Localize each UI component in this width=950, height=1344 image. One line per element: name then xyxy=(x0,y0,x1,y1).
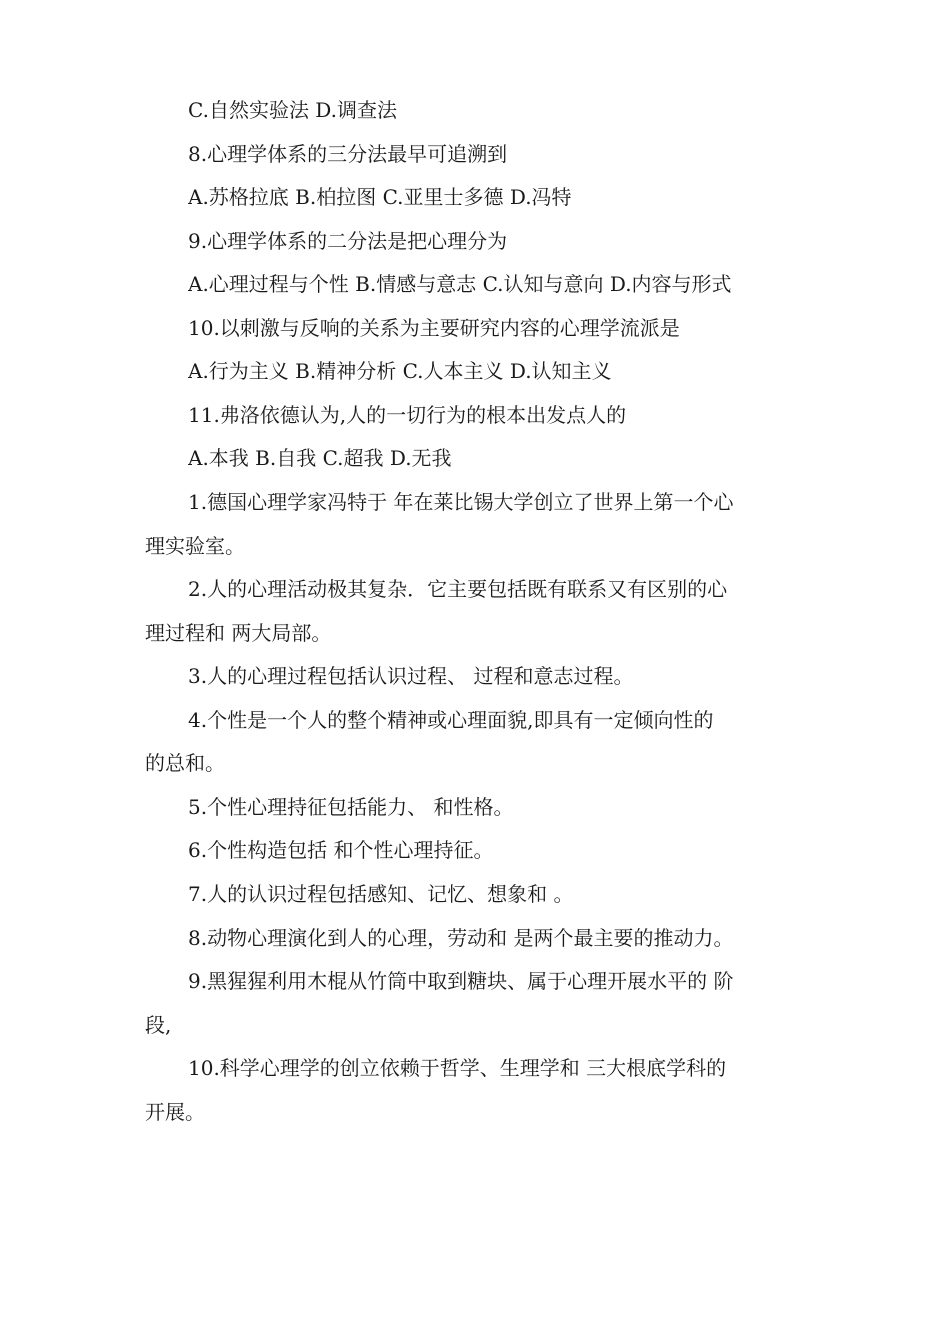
text-line: 开展。 xyxy=(145,1100,205,1124)
text-line: 5.个性心理持征包括能力、 和性格。 xyxy=(188,795,514,819)
text-line: 10.科学心理学的创立依赖于哲学、生理学和 三大根底学科的 xyxy=(188,1056,727,1080)
text-line: 9.黑猩猩利用木棍从竹筒中取到糖块、属于心理开展水平的 阶 xyxy=(188,969,734,993)
text-line: 8.心理学体系的三分法最早可追溯到 xyxy=(188,142,508,166)
text-line: 6.个性构造包括 和个性心理持征。 xyxy=(188,838,494,862)
text-line: 4.个性是一个人的整个精神或心理面貌,即具有一定倾向性的 xyxy=(188,708,714,732)
text-line: 段, xyxy=(145,1013,172,1037)
text-line: A.行为主义 B.精神分析 C.人本主义 D.认知主义 xyxy=(188,359,612,383)
text-line: A.心理过程与个性 B.情感与意志 C.认知与意向 D.内容与形式 xyxy=(188,272,732,296)
text-line: 11.弗洛依德认为,人的一切行为的根本出发点人的 xyxy=(188,403,627,427)
text-line: 理实验室。 xyxy=(145,534,245,558)
text-line: 理过程和 两大局部。 xyxy=(145,621,332,645)
text-line: 9.心理学体系的二分法是把心理分为 xyxy=(188,229,508,253)
text-line: 10.以刺激与反响的关系为主要研究内容的心理学流派是 xyxy=(188,316,680,340)
text-line: 2.人的心理活动极其复杂．它主要包括既有联系又有区别的心 xyxy=(188,577,728,601)
text-line: 的总和。 xyxy=(145,751,225,775)
text-line: A.苏格拉底 B.柏拉图 C.亚里士多德 D.冯特 xyxy=(188,185,572,209)
text-line: A.本我 B.自我 C.超我 D.无我 xyxy=(188,446,452,470)
text-line: C.自然实验法 D.调查法 xyxy=(188,98,397,122)
text-line: 8.动物心理演化到人的心理，劳动和 是两个最主要的推动力。 xyxy=(188,926,734,950)
text-line: 7.人的认识过程包括感知、记忆、想象和 。 xyxy=(188,882,574,906)
text-line: 3.人的心理过程包括认识过程、 过程和意志过程。 xyxy=(188,664,634,688)
text-line: 1.德国心理学家冯特于 年在莱比锡大学创立了世界上第一个心 xyxy=(188,490,734,514)
